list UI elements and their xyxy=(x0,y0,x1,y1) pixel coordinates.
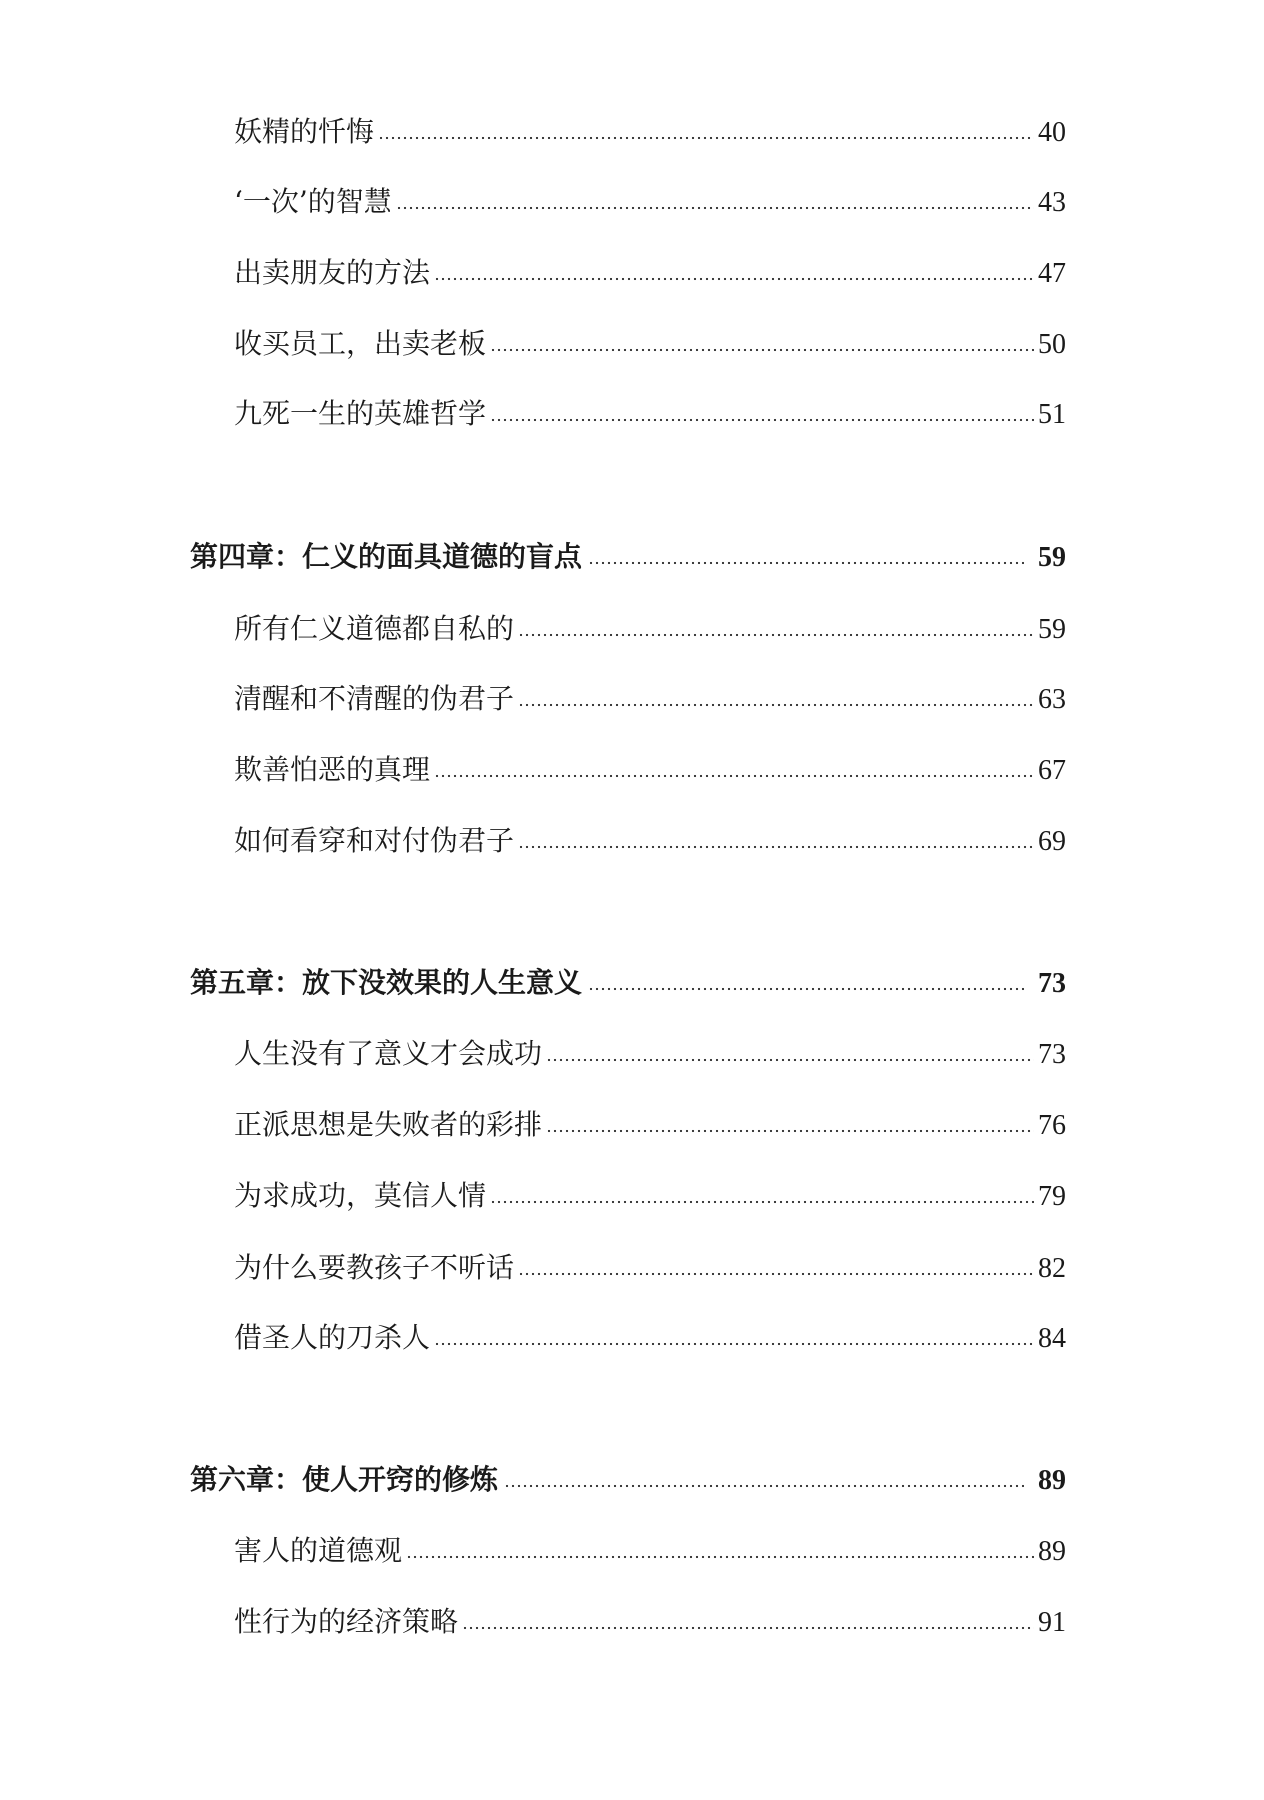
dot-leader xyxy=(518,632,1034,638)
dot-leader xyxy=(434,773,1034,779)
toc-page-number: 79 xyxy=(1038,1181,1066,1212)
toc-chapter[interactable] xyxy=(190,1460,1066,1501)
dot-leader xyxy=(406,1554,1034,1560)
dot-leader xyxy=(588,986,1024,992)
toc-entry-title: 欺善怕恶的真理 xyxy=(234,753,431,786)
toc-page-number: 51 xyxy=(1038,399,1066,430)
toc-entry-title: 人生没有了意义才会成功 xyxy=(234,1037,543,1070)
toc-page-number: 47 xyxy=(1038,258,1066,289)
dot-leader xyxy=(546,1128,1034,1134)
dot-leader xyxy=(462,1625,1034,1631)
toc-entry[interactable] xyxy=(190,750,1066,791)
toc-entry-title: 清醒和不清醒的伪君子 xyxy=(234,682,515,715)
toc-page-number: 76 xyxy=(1038,1110,1066,1141)
toc-entry-title: 妖精的忏悔 xyxy=(234,115,375,148)
toc-page-number: 89 xyxy=(1038,1536,1066,1567)
toc-chapter-title: 第六章：使人开窍的修炼 xyxy=(190,1463,499,1496)
dot-leader xyxy=(490,417,1034,423)
toc-entry[interactable] xyxy=(190,1034,1066,1075)
toc-page-number: 59 xyxy=(1038,614,1066,645)
toc-entry[interactable] xyxy=(190,1602,1066,1643)
toc-entry-title: 所有仁义道德都自私的 xyxy=(234,612,515,645)
toc-entry[interactable] xyxy=(190,253,1066,294)
toc-page-number: 43 xyxy=(1038,187,1066,218)
toc-entry[interactable] xyxy=(190,1318,1066,1359)
dot-leader xyxy=(396,205,1034,211)
toc-entry[interactable] xyxy=(190,1248,1066,1289)
toc-entry[interactable] xyxy=(190,394,1066,435)
toc-page-number: 59 xyxy=(1038,542,1066,573)
toc-page-number: 69 xyxy=(1038,826,1066,857)
toc-page-number: 63 xyxy=(1038,684,1066,715)
toc-chapter-title: 第四章：仁义的面具道德的盲点 xyxy=(190,540,583,573)
toc-chapter[interactable] xyxy=(190,963,1066,1004)
toc-entry-title: 为什么要教孩子不听话 xyxy=(234,1251,515,1284)
toc-entry[interactable] xyxy=(190,821,1066,862)
toc-page-number: 84 xyxy=(1038,1323,1066,1354)
dot-leader xyxy=(490,347,1034,353)
toc-entry[interactable] xyxy=(190,679,1066,720)
toc-page-number: 89 xyxy=(1038,1465,1066,1496)
toc-chapter-title: 第五章：放下没效果的人生意义 xyxy=(190,966,583,999)
table-of-contents xyxy=(190,0,1066,1800)
toc-entry[interactable] xyxy=(190,182,1066,223)
toc-page-number: 82 xyxy=(1038,1253,1066,1284)
dot-leader xyxy=(518,844,1034,850)
toc-entry[interactable] xyxy=(190,609,1066,650)
toc-entry-title: 如何看穿和对付伪君子 xyxy=(234,824,515,857)
toc-chapter[interactable] xyxy=(190,537,1066,578)
toc-page-number: 50 xyxy=(1038,329,1066,360)
toc-entry-title: 收买员工，出卖老板 xyxy=(234,327,487,360)
dot-leader xyxy=(434,276,1034,282)
dot-leader xyxy=(518,702,1034,708)
toc-entry-title: 正派思想是失败者的彩排 xyxy=(234,1108,543,1141)
dot-leader xyxy=(518,1271,1034,1277)
toc-entry[interactable] xyxy=(190,324,1066,365)
dot-leader xyxy=(490,1199,1034,1205)
toc-entry[interactable] xyxy=(190,112,1066,153)
dot-leader xyxy=(378,135,1034,141)
toc-entry-title: 害人的道德观 xyxy=(234,1534,403,1567)
toc-entry-title: 借圣人的刀杀人 xyxy=(234,1321,431,1354)
dot-leader xyxy=(434,1341,1034,1347)
dot-leader xyxy=(504,1483,1024,1489)
toc-page-number: 73 xyxy=(1038,968,1066,999)
toc-page-number: 91 xyxy=(1038,1607,1066,1638)
toc-entry-title: 九死一生的英雄哲学 xyxy=(234,397,487,430)
toc-entry[interactable] xyxy=(190,1176,1066,1217)
dot-leader xyxy=(588,560,1024,566)
toc-page-number: 40 xyxy=(1038,117,1066,148)
toc-entry[interactable] xyxy=(190,1531,1066,1572)
dot-leader xyxy=(546,1057,1034,1063)
toc-entry[interactable] xyxy=(190,1105,1066,1146)
toc-entry-title: 出卖朋友的方法 xyxy=(234,256,431,289)
toc-page-number: 73 xyxy=(1038,1039,1066,1070)
toc-entry-title: 为求成功，莫信人情 xyxy=(234,1179,487,1212)
toc-page-number: 67 xyxy=(1038,755,1066,786)
toc-entry-title: ‘一次’的智慧 xyxy=(234,185,392,218)
toc-entry-title: 性行为的经济策略 xyxy=(234,1605,459,1638)
